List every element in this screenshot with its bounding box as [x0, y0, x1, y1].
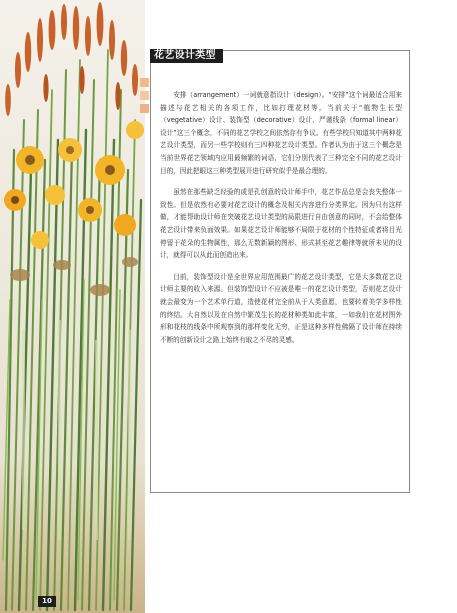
accent-square — [140, 91, 149, 100]
flower-photo — [0, 0, 145, 613]
paragraph: 目前，装饰型设计是全世界应用范围最广的花艺设计类型，它是大多数花艺设计师主要的收入来源。但装饰型设计不应被是唯一的花艺设计类型，否则花艺设计就会最变为一个艺术单行道，造使花材完全前从于人类意愿，也要转着美学多样性的终结。大自然以及在自然中繁茂生长的花材种类如此丰富，一如我们在花材图外形和花枝的线条中所观察到的那样变化无穷，正是这种多样性佛隔了设计师在持续不断的创新设计之路上始终有取之不尽的灵感。 — [160, 272, 402, 344]
page-number: 10 — [38, 596, 56, 607]
accent-square — [140, 78, 149, 87]
body-text — [160, 89, 402, 355]
accent-square — [140, 104, 149, 113]
section-title: 花艺设计类型 — [150, 49, 223, 63]
accent-squares — [140, 78, 150, 117]
paragraph: 安排（arrangement）一词就意指设计（design）。“安排”这个词最适合用来描述与花艺相关的各项工作，比如打理花材等。当前关于“植物生长型（vegetative）设计、装饰型（decorative）设计、严谨线条（formal linear）设计”这三个概念，不同的花艺学校之间依然存有争议。有些学校只知道其中两种花艺设计类型，而另一些学校则有三四种花艺设计类型。作者认为由于这三个概念是当前世界花艺领域内应用最频繁的词语，它们分别代表了三种完全不同的花艺设计目的，因此把眼这三种类型展开进行研究似乎是最合理的。 — [160, 91, 402, 175]
flower-illustration — [0, 0, 145, 613]
paragraph: 虽然在那些缺乏经验的或是孔创意的设计师手中，花艺作品总是会丧失整体一致性。但是依然有必要对花艺设计的概念及相关内容进行分类界定。因为只有这样做，才能帮助设计师在突破花艺设计类型的局限进行自由创意的同时，不会给整体花艺设计带来负面效果。如果花艺设计师能够不局限于花材的个性特征或者将目光停留于花朵的生物属性，那么无数新颖的图形、形式甚至花艺趣律等就所未见的设计，就得可以从此而创造出来。 — [160, 188, 402, 260]
